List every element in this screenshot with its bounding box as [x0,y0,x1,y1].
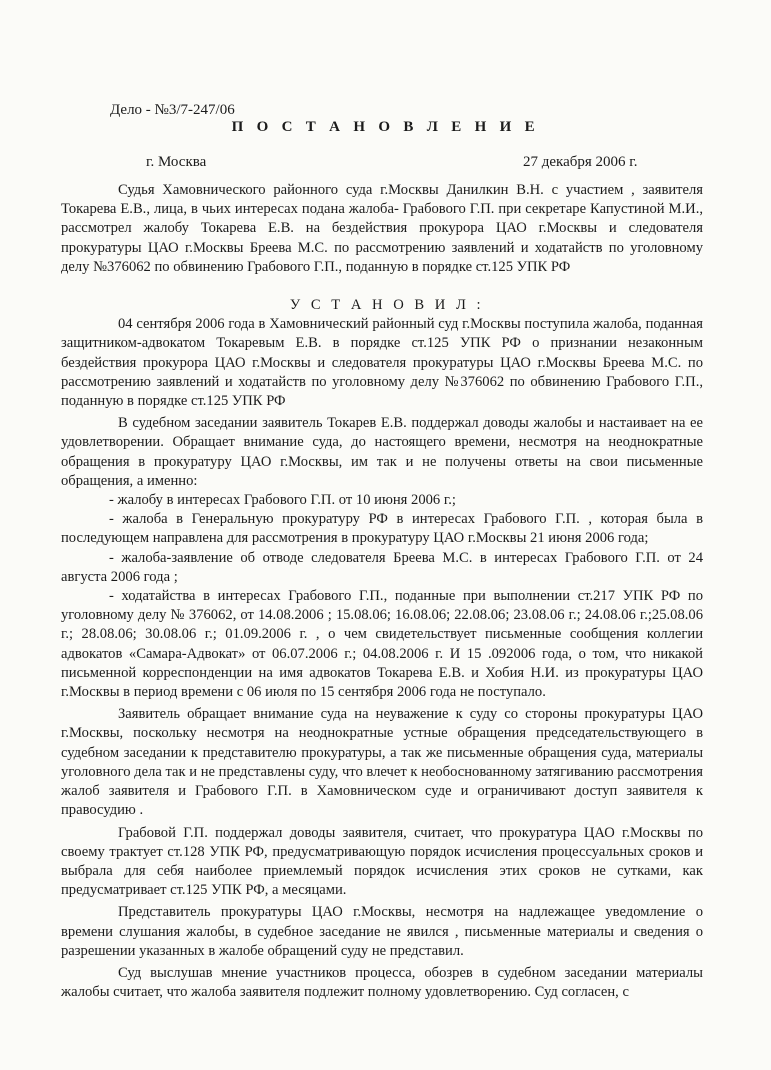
list-item: - жалоба в Генеральную прокуратуру РФ в интересах Грабового Г.П. , которая была в последующем направлена для рассмотрения в прокуратуру ЦАО г.Москвы 21 июня 2006 года; [61,511,703,547]
paragraph: В судебном заседании заявитель Токарев Е.В. поддержал доводы жалобы и настаивает на ее удовлетворении. Обращает внимание суда, до настоящего времени, несмотря на неоднократные обращения в прокуратуру ЦАО г.Москвы, им так и не получены ответы на свои письменные обращения, а именно: [61,415,703,489]
paragraph: 04 сентября 2006 года в Хамовнический районный суд г.Москвы поступила жалоба, поданная защитником-адвокатом Токаревым Е.В. в порядке ст.125 УПК РФ о признании незаконным бездействия прокурора ЦАО г.Москвы и следователя прокуратуры ЦАО г.Москвы Бреева М.С. по рассмотрению заявлений и ходатайств по уголовному делу №376062 по обвинению Грабового Г.П., поданную в порядке ст.125 УПК РФ [61,316,703,410]
case-number: Дело - №3/7-247/06 [110,102,235,118]
list-item: - жалобу в интересах Грабового Г.П. от 10 июня 2006 г.; [109,492,456,509]
city: г. Москва [146,154,207,170]
section-title: У С Т А Н О В И Л : [289,297,485,314]
paragraph: Суд выслушав мнение участников процесса, обозрев в судебном заседании материалы жалобы считает, что жалоба заявителя подлежит полному удовлетворению. Суд согласен, с [61,964,703,1001]
paragraph: Грабовой Г.П. поддержал доводы заявителя, считает, что прокуратура ЦАО г.Москвы по своему трактует ст.128 УПК РФ, предусматривающую порядок исчисления процессуальных сроков и выбрала для себя наиболее приемлемый порядок исчисления этих сроков не сутками, как предусматривает ст.125 УПК РФ, а месяцами. [61,824,703,899]
document-title: П О С Т А Н О В Л Е Н И Е [231,119,540,135]
document-body [61,181,703,1002]
paragraph: Представитель прокуратуры ЦАО г.Москвы, несмотря на надлежащее уведомление о времени слушания жалобы, в судебное заседание не явился , письменные материалы и сведения о разрешении указанных в жалобе обращений суду не представил. [61,904,703,959]
paragraph: Заявитель обращает внимание суда на неуважение к суду со стороны прокуратуры ЦАО г.Москвы, поскольку несмотря на неоднократные устные обращения председательствующего в судебном заседании к представителю прокуратуры, а так же письменные обращения суда, материалы уголовного дела так и не представлены суду, что влечет к необоснованному затягиванию рассмотрения жалоб заявителя и Грабового Г.П. в Хамовническом суде и ограничивают доступ заявителя к правосудию . [61,706,703,819]
document-date: 27 декабря 2006 г. [523,154,638,170]
intro-paragraph: Судья Хамовнического районного суда г.Москвы Данилкин В.Н. с участием , заявителя Токарева Е.В., лица, в чьих интересах подана жалоба- Грабового Г.П. при секретаре Капустиной М.И., рассмотрел жалобу Токарева Е.В. на бездействия прокурора ЦАО г.Москвы и следователя прокуратуры ЦАО г.Москвы Бреева М.С. по рассмотрению заявлений и ходатайств по уголовному делу №376062 по обвинению Грабового Г.П., поданную в порядке ст.125 УПК РФ [61,182,703,275]
list-item: - ходатайства в интересах Грабового Г.П., поданные при выполнении ст.217 УПК РФ по уголовному делу № 376062, от 14.08.2006 ; 15.08.06; 16.08.06; 22.08.06; 23.08.06 г.; 24.08.06 г.;25.08.06 г.; 28.08.06; 30.08.06 г.; 01.09.2006 г. , о чем свидетельствует письменные сообщения коллегии адвокатов «Самара-Адвокат» от 06.07.2006 г.; 04.08.2006 г. И 15 .092006 года, о том, что никакой письменной корреспонденции на имя адвокатов Токарева Е.В. и Хобия Н.И. из прокуратуры ЦАО г.Москвы в период времени с 06 июля по 15 сентября 2006 года не поступало. [61,588,703,701]
list-item: - жалоба-заявление об отводе следователя Бреева М.С. в интересах Грабового Г.П. от 24 августа 2006 года ; [61,549,703,585]
